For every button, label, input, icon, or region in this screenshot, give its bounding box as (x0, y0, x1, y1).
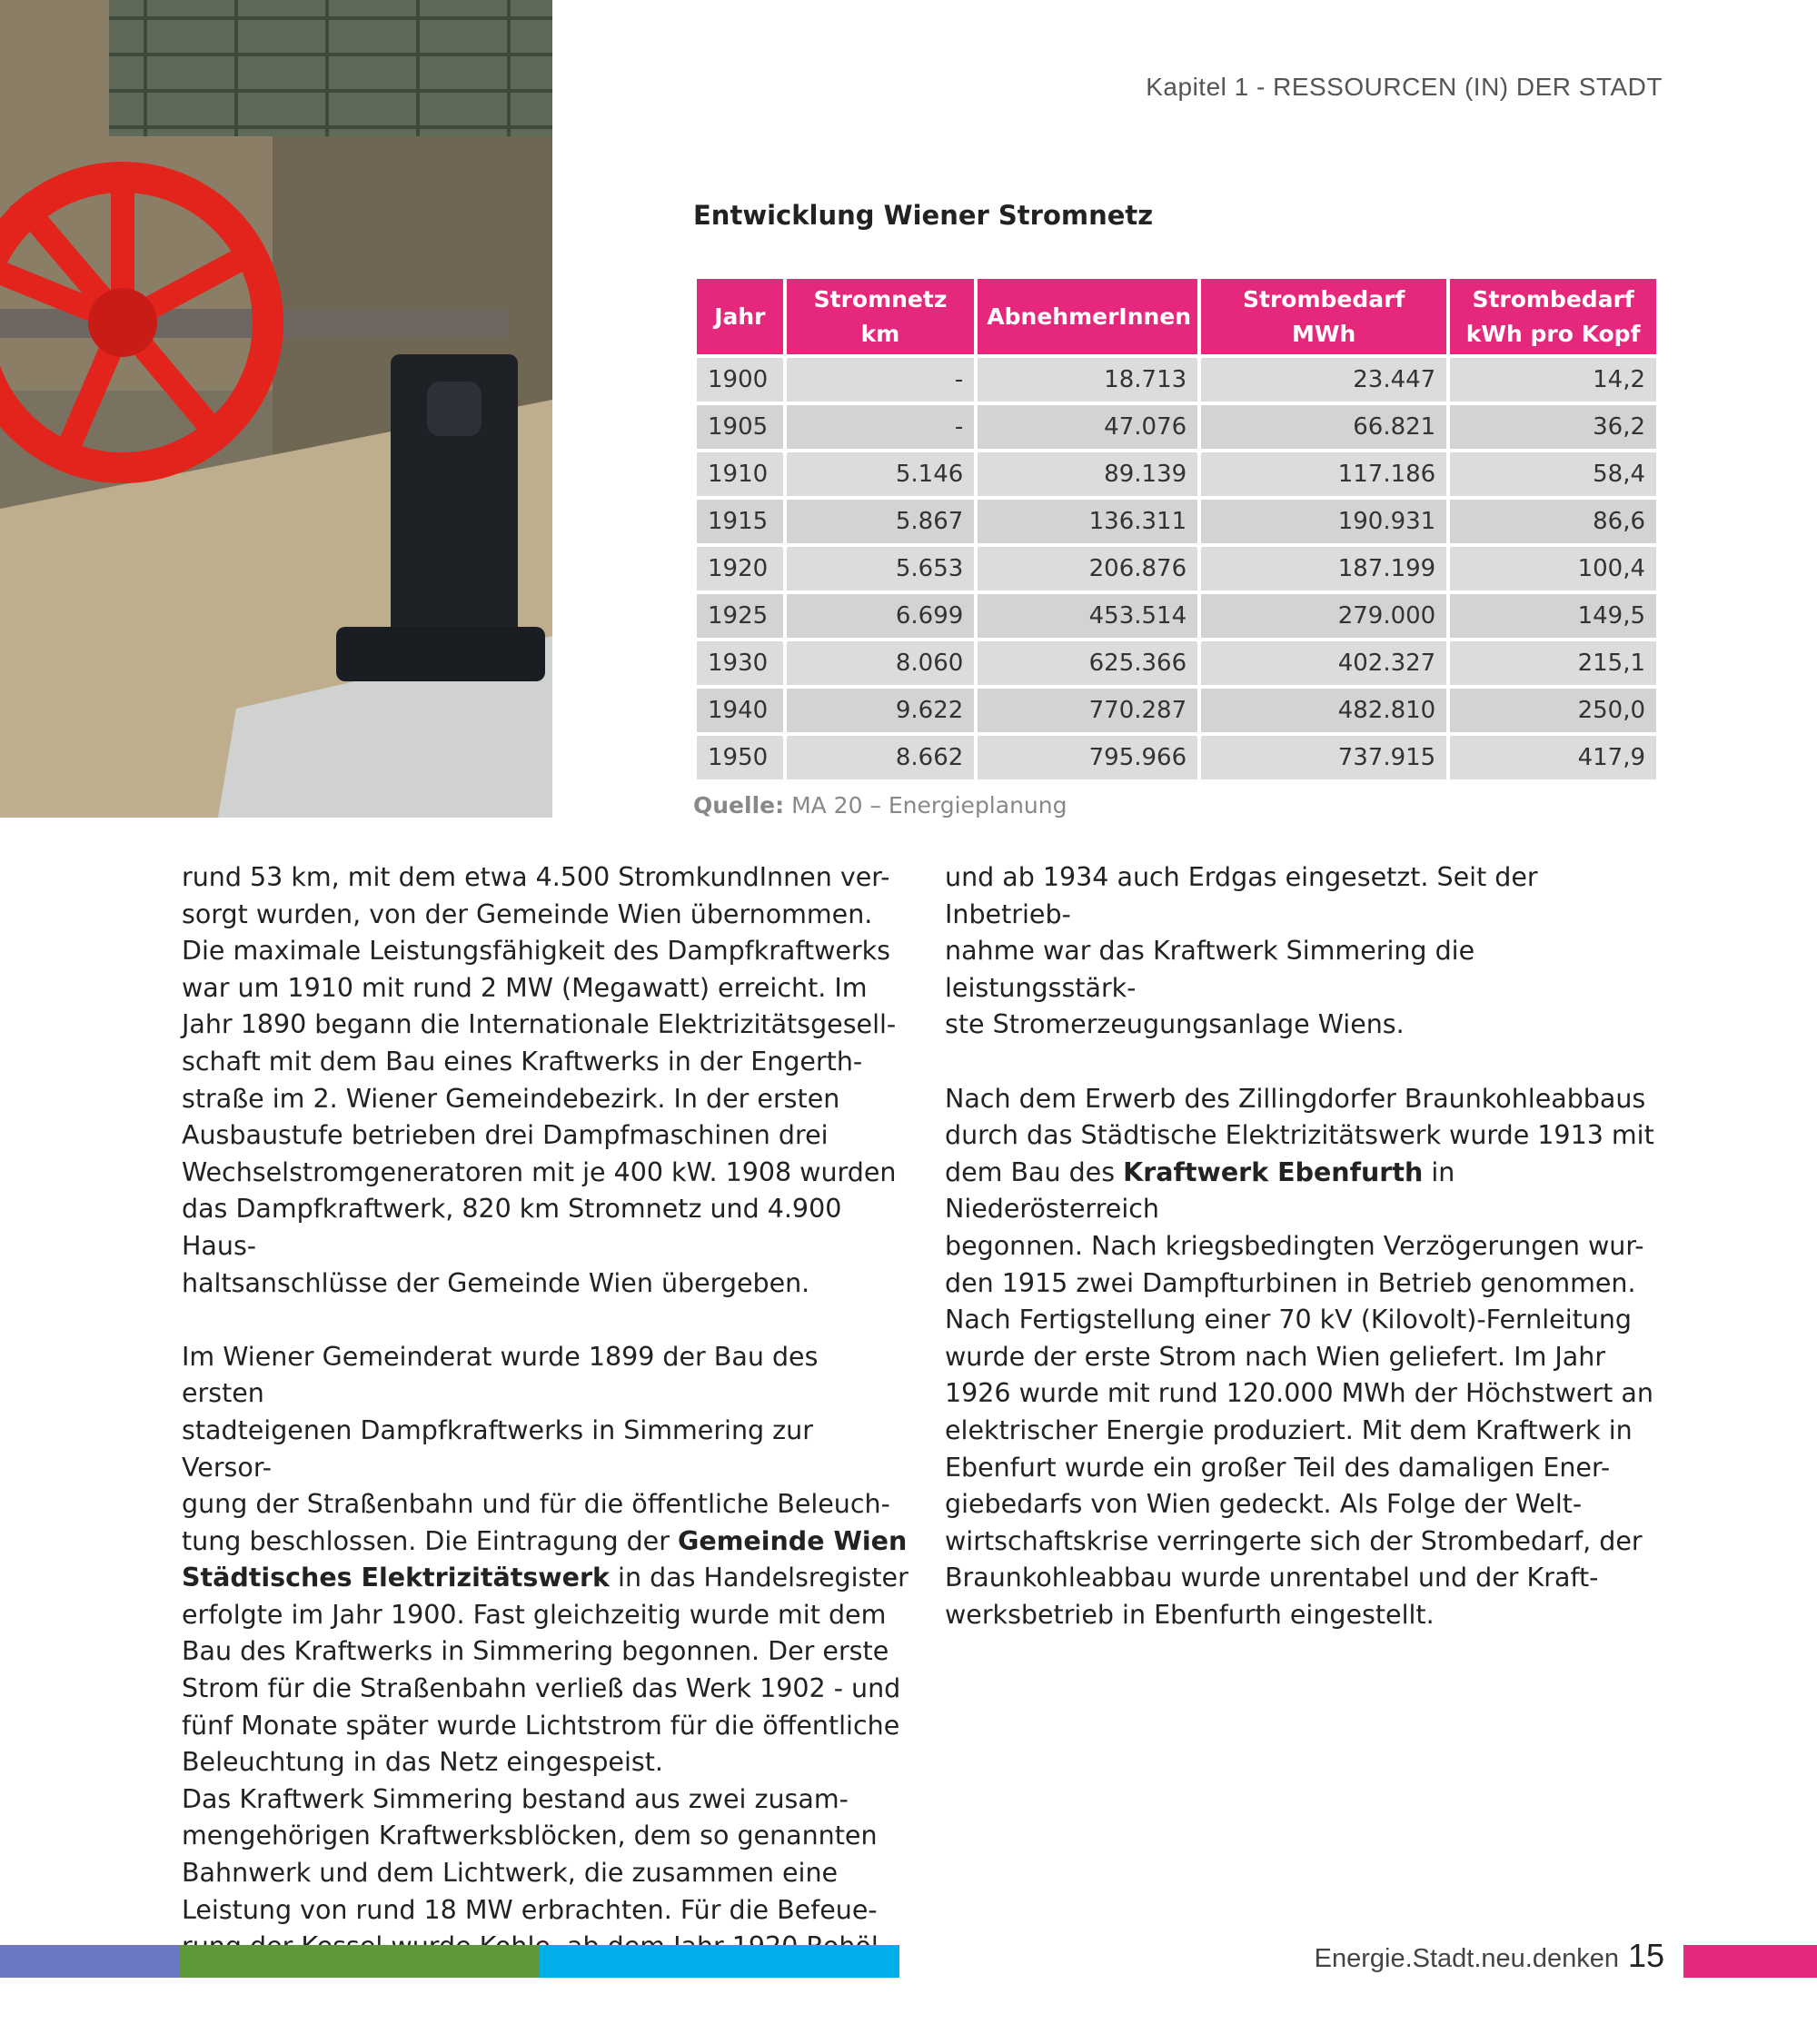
cell-customers: 47.076 (978, 405, 1197, 449)
cell-year: 1905 (697, 405, 783, 449)
cell-year: 1915 (697, 500, 783, 543)
cell-year: 1910 (697, 452, 783, 496)
right-paragraph-2 (945, 1081, 1672, 1634)
footer-bar-pink (1683, 1945, 1817, 1978)
left-p2-bold: Gemeinde Wien Städtisches Elektrizitätswerk (182, 1525, 908, 1593)
right-p2-text-a: Nach dem Erwerb des Zillingdorfer Braunkohleabbaus durch das Städtische Elektrizitätswerk wurde 1913 mit dem Bau des (945, 1083, 1654, 1187)
cell-grid-km: 9.622 (787, 689, 975, 732)
cell-demand-per-capita: 215,1 (1450, 641, 1656, 685)
cell-grid-km: 5.146 (787, 452, 975, 496)
footer-brand: Energie.Stadt.neu.denken (1314, 1944, 1619, 1973)
cell-demand-mwh: 117.186 (1201, 452, 1446, 496)
table-header-row (697, 279, 1656, 354)
cell-demand-mwh: 190.931 (1201, 500, 1446, 543)
table-row (697, 500, 1656, 543)
left-p2-text-b: in das Handelsregister erfolgte im Jahr 1900. Fast gleichzeitig wurde mit dem Bau des Kraftwerks in Simmering begonnen. Der erste Strom für die Straßenbahn verließ das Werk 1902 - und fünf Monate später wurde Lichtstrom für die öffentliche Beleuchtung in das Netz eingespeist. (182, 1563, 908, 1778)
cell-grid-km: - (787, 358, 975, 402)
table-row (697, 547, 1656, 590)
col-header-grid-km: Stromnetz km (787, 279, 975, 354)
cell-demand-per-capita: 100,4 (1450, 547, 1656, 590)
col-header-demand-per-capita: Strombedarf kWh pro Kopf (1450, 279, 1656, 354)
col-header-customers: AbnehmerInnen (978, 279, 1197, 354)
cell-demand-mwh: 737.915 (1201, 736, 1446, 779)
right-p2-text-b: in Niederösterreich begonnen. Nach kriegsbedingten Verzögerungen wur- den 1915 zwei Dampfturbinen in Betrieb genommen. Nach Fertigstellung einer 70 kV (Kilovolt)-Fernleitung wurde der erste Strom nach Wien geliefert. Im Jahr 1926 wurde mit rund 120.000 MWh der Höchstwert an elektrischer Energie produziert. Mit dem Kraftwerk in Ebenfurt wurde ein großer Teil des damaligen Ener- giebedarfs von Wien gedeckt. Als Folge der Welt- wirtschaftskrise verringerte sich der Strombedarf, der Braunkohleabbau wurde unrentabel und der Kraft- werksbetrieb in Ebenfurth eingestellt. (945, 1156, 1653, 1630)
table-row (697, 736, 1656, 779)
cell-year: 1930 (697, 641, 783, 685)
table-source (693, 792, 1067, 819)
cell-demand-per-capita: 86,6 (1450, 500, 1656, 543)
cell-grid-km: 8.060 (787, 641, 975, 685)
cell-customers: 89.139 (978, 452, 1197, 496)
cell-demand-per-capita: 14,2 (1450, 358, 1656, 402)
cell-customers: 625.366 (978, 641, 1197, 685)
cell-demand-per-capita: 36,2 (1450, 405, 1656, 449)
machinery-photo (0, 0, 552, 818)
left-paragraph-3: Das Kraftwerk Simmering bestand aus zwei zusam- mengehörigen Kraftwerksblöcken, dem so genannten Bahnwerk und dem Lichtwerk, die zusammen eine Leistung von rund 18 MW erbrachten. Für die Befeue- (182, 1783, 878, 1925)
cell-demand-mwh: 482.810 (1201, 689, 1446, 732)
right-paragraph-1: und ab 1934 auch Erdgas eingesetzt. Seit der Inbetrieb- nahme war das Kraftwerk Simmering die leistungsstärk- ste Stromerzeugungsanlage Wiens. (945, 862, 1538, 1040)
col-header-year: Jahr (697, 279, 783, 354)
cell-customers: 770.287 (978, 689, 1197, 732)
col-header-demand-mwh: Strombedarf MWh (1201, 279, 1446, 354)
page-number: 15 (1628, 1937, 1665, 1974)
right-text-column (945, 859, 1672, 1633)
table-row (697, 452, 1656, 496)
cell-demand-per-capita: 149,5 (1450, 594, 1656, 638)
source-label: Quelle: (693, 792, 785, 819)
footer-bar-blue (0, 1945, 180, 1978)
cell-customers: 795.966 (978, 736, 1197, 779)
table-row (697, 689, 1656, 732)
cell-demand-mwh: 402.327 (1201, 641, 1446, 685)
left-text-column (182, 859, 908, 1966)
table-row (697, 358, 1656, 402)
cell-grid-km: 6.699 (787, 594, 975, 638)
footer-bar-cyan (540, 1945, 899, 1978)
power-grid-table (693, 275, 1660, 783)
cell-customers: 453.514 (978, 594, 1197, 638)
left-p2-text-a: Im Wiener Gemeinderat wurde 1899 der Bau des ersten stadteigenen Dampfkraftwerks in Simmering zur Versor- gung der Straßenbahn und für die öffentliche Beleuch- tung beschlossen. Die Eintragung der (182, 1341, 890, 1556)
cell-year: 1950 (697, 736, 783, 779)
cell-demand-per-capita: 250,0 (1450, 689, 1656, 732)
cell-customers: 18.713 (978, 358, 1197, 402)
chapter-header: Kapitel 1 - RESSOURCEN (IN) DER STADT (1146, 73, 1663, 101)
source-text: MA 20 – Energieplanung (791, 792, 1067, 819)
cell-customers: 136.311 (978, 500, 1197, 543)
cell-grid-km: 5.653 (787, 547, 975, 590)
footer-bar-green (180, 1945, 540, 1978)
cell-demand-mwh: 23.447 (1201, 358, 1446, 402)
right-p2-bold: Kraftwerk Ebenfurth (1123, 1156, 1424, 1187)
left-paragraph-1: rund 53 km, mit dem etwa 4.500 StromkundInnen ver- sorgt wurden, von der Gemeinde Wien übernommen. Die maximale Leistungsfähigkeit des Dampfkraftwerks war um 1910 mit rund 2 MW (Megawatt) erreicht. Im Jahr 1890 begann die Internationale Elektrizitätsgesell- schaft mit dem Bau eines Kraftwerks in der Engerth- straße im 2. Wiener Gemeindebezirk. In der ersten Ausbaustufe betrieben drei Dampfmaschinen drei Wechselstromgeneratoren mit je 400 kW. 1908 wurden das Dampfkraftwerk, 820 km Stromnetz und 4.900 Haus- haltsanschlüsse der Gemeinde Wien übergeben. (182, 862, 897, 1298)
cell-demand-mwh: 279.000 (1201, 594, 1446, 638)
cell-demand-per-capita: 58,4 (1450, 452, 1656, 496)
cell-customers: 206.876 (978, 547, 1197, 590)
cell-demand-mwh: 187.199 (1201, 547, 1446, 590)
cell-year: 1940 (697, 689, 783, 732)
table-row (697, 405, 1656, 449)
table-title: Entwicklung Wiener Stromnetz (693, 200, 1154, 231)
cell-demand-per-capita: 417,9 (1450, 736, 1656, 779)
cell-grid-km: - (787, 405, 975, 449)
table-row (697, 641, 1656, 685)
table-row (697, 594, 1656, 638)
cell-year: 1925 (697, 594, 783, 638)
cell-year: 1920 (697, 547, 783, 590)
left-paragraph-2 (182, 1339, 908, 1781)
cell-grid-km: 5.867 (787, 500, 975, 543)
cell-grid-km: 8.662 (787, 736, 975, 779)
cell-year: 1900 (697, 358, 783, 402)
cell-demand-mwh: 66.821 (1201, 405, 1446, 449)
